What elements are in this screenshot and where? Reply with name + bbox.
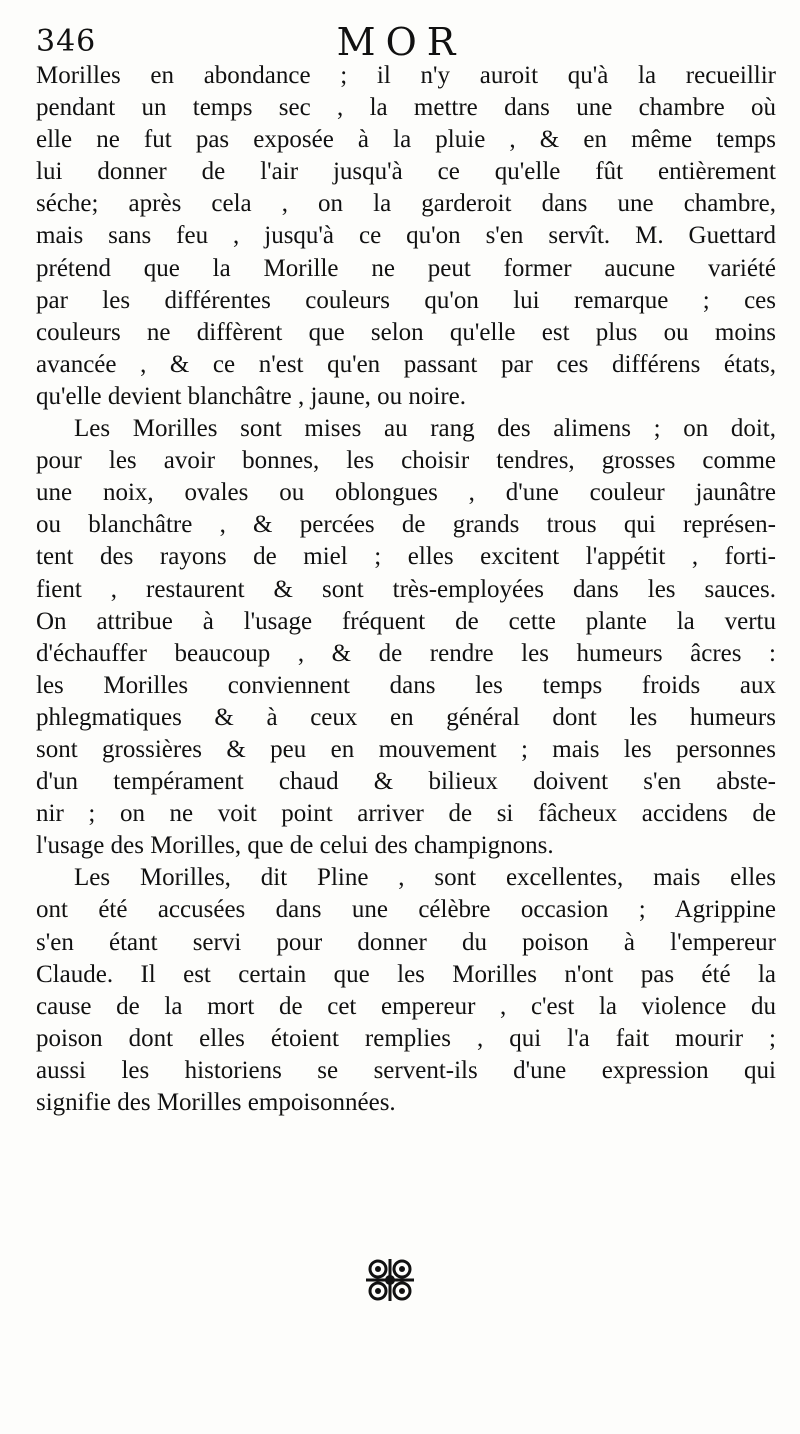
text-line: par les différentes couleurs qu'on lui remarque ; ces: [36, 286, 776, 314]
text-line: Claude. Il est certain que les Morilles n'ont pas été la: [36, 960, 776, 988]
text-line: poison dont elles étoient remplies , qui l'a fait mourir ;: [36, 1024, 776, 1052]
text-line: phlegmatiques & à ceux en général dont les humeurs: [36, 703, 776, 731]
page-header: [36, 14, 766, 62]
text-line: d'un tempérament chaud & bilieux doivent s'en abste-: [36, 768, 776, 796]
body-text: [36, 60, 776, 1119]
text-line: une noix, ovales ou oblongues , d'une couleur jaunâtre: [36, 479, 776, 507]
running-head: MOR: [336, 20, 466, 64]
text-line: séche; après cela , on la garderoit dans une chambre,: [36, 190, 776, 218]
text-line: pendant un temps sec , la mettre dans une chambre où: [36, 94, 776, 122]
text-line: s'en étant servi pour donner du poison à l'empereur: [36, 928, 776, 956]
text-line: pour les avoir bonnes, les choisir tendres, grosses comme: [36, 447, 776, 475]
text-line: d'échauffer beaucoup , & de rendre les humeurs âcres :: [36, 639, 776, 667]
text-line: On attribue à l'usage fréquent de cette plante la vertu: [36, 607, 776, 635]
text-line: sont grossières & peu en mouvement ; mais les personnes: [36, 735, 776, 763]
fleuron-ornament-icon: [360, 1255, 420, 1305]
text-line: ont été accusées dans une célèbre occasion ; Agrippine: [36, 896, 776, 924]
text-line: nir ; on ne voit point arriver de si fâcheux accidens de: [36, 800, 776, 828]
text-line: tent des rayons de miel ; elles excitent l'appétit , forti-: [36, 543, 776, 571]
text-line: avancée , & ce n'est qu'en passant par ces différens états,: [36, 350, 776, 378]
text-line: fient , restaurent & sont très-employées dans les sauces.: [36, 575, 776, 603]
text-line: Morilles en abondance ; il n'y auroit qu'à la recueillir: [36, 62, 776, 89]
text-line: l'usage des Morilles, que de celui des champignons.: [36, 832, 554, 860]
paragraph: [36, 413, 776, 862]
text-line: cause de la mort de cet empereur , c'est la violence du: [36, 992, 776, 1020]
text-line: Les Morilles, dit Pline , sont excellentes, mais elles: [74, 864, 776, 892]
paragraph: [36, 60, 776, 413]
paragraph: [36, 862, 776, 1119]
text-line: couleurs ne diffèrent que selon qu'elle est plus ou moins: [36, 318, 776, 346]
text-line: prétend que la Morille ne peut former aucune variété: [36, 254, 776, 282]
text-line: elle ne fut pas exposée à la pluie , & en même temps: [36, 126, 776, 154]
text-line: aussi les historiens se servent-ils d'une expression qui: [36, 1056, 776, 1084]
text-line: qu'elle devient blanchâtre , jaune, ou noire.: [36, 382, 467, 410]
page-number: 346: [36, 24, 97, 59]
text-line: les Morilles conviennent dans les temps froids aux: [36, 671, 776, 699]
text-line: signifie des Morilles empoisonnées.: [36, 1089, 396, 1116]
text-line: lui donner de l'air jusqu'à ce qu'elle fût entièrement: [36, 158, 776, 186]
text-line: Les Morilles sont mises au rang des alimens ; on doit,: [74, 415, 776, 443]
text-line: ou blanchâtre , & percées de grands trous qui représen-: [36, 511, 776, 539]
text-line: mais sans feu , jusqu'à ce qu'on s'en servît. M. Guettard: [36, 222, 776, 250]
